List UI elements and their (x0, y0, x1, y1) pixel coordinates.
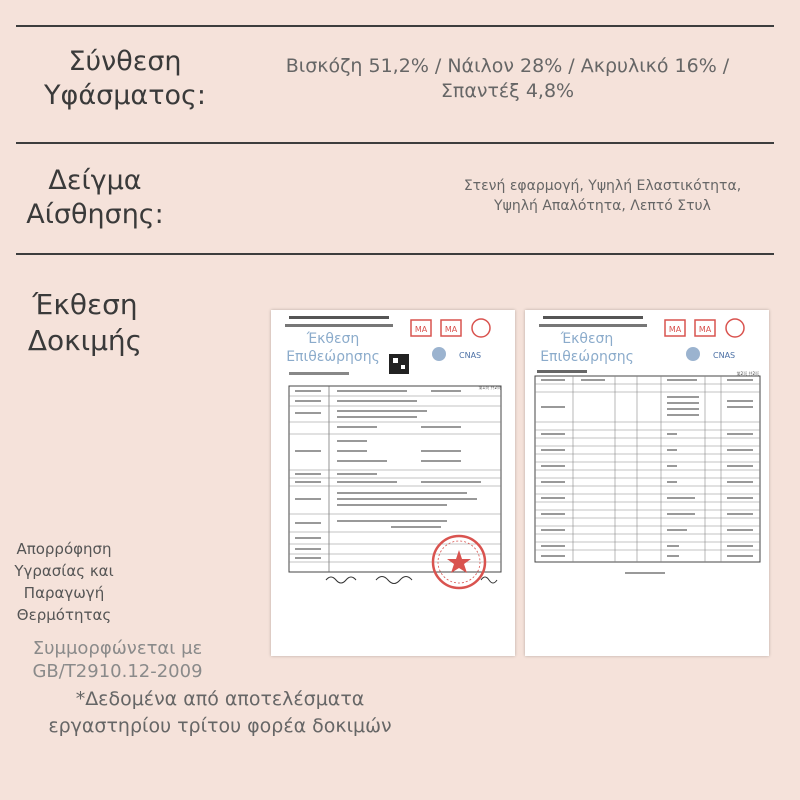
composition-label-line1: Σύνθεση (68, 46, 182, 77)
composition-value-line2: Σπαντέξ 4,8% (440, 80, 575, 102)
cma-logo (411, 320, 431, 336)
feel-label (20, 164, 170, 232)
report-label (20, 287, 150, 359)
side-note-line1: Απορρόφηση (16, 540, 112, 558)
doc1-logo-2-text: MA (444, 325, 458, 334)
cma-logo (441, 320, 461, 336)
doc2-overlay-line1: Έκθεση (560, 331, 614, 347)
cal-logo (472, 319, 490, 337)
doc1-overlay-line2: Επιθεώρησης (286, 349, 380, 365)
divider-2 (16, 253, 774, 255)
cma-logo (665, 320, 685, 336)
divider-top (16, 25, 774, 27)
signature-3 (481, 577, 497, 583)
doc2-cnas-text: CNAS (713, 351, 736, 360)
side-note-line4: Θερμότητας (16, 606, 112, 624)
moisture-heat-note (0, 538, 128, 626)
feel-value (430, 176, 775, 216)
doc1-cnas-text: CNAS (459, 351, 482, 360)
cnas-logo (432, 347, 481, 361)
compliance-note (10, 637, 225, 683)
doc2-logo-2-text: MA (698, 325, 712, 334)
feel-label-line1: Δείγμα (48, 165, 142, 196)
composition-value-line1: Βισκόζη 51,2% / Νάιλον 28% / Ακρυλικό 16% / (285, 55, 730, 77)
side-note-line2: Υγρασίας και (14, 562, 114, 580)
lab-footnote (20, 686, 420, 740)
footnote-line1: *Δεδομένα από αποτελέσματα (75, 688, 365, 710)
cal-logo (726, 319, 744, 337)
feel-value-line1: Στενή εφαρμογή, Υψηλή Ελαστικότητα, (463, 178, 742, 194)
side-note-line3: Παραγωγή (23, 584, 105, 602)
cma-logo (695, 320, 715, 336)
signature-1 (326, 577, 356, 583)
doc2-page-number: 第2页 共2页 (736, 371, 759, 376)
doc1-inspection-overlay (273, 330, 393, 366)
feel-label-line2: Αίσθησης: (26, 199, 164, 230)
composition-label-line2: Υφάσματος: (44, 80, 206, 111)
footnote-line2: εργαστηρίου τρίτου φορέα δοκιμών (48, 715, 392, 737)
compliance-line1: Συμμορφώνεται με (32, 638, 203, 659)
cnas-logo (686, 347, 735, 361)
signature-2 (376, 577, 412, 584)
report-label-line1: Έκθεση (32, 288, 138, 321)
compliance-line2: GB/T2910.12-2009 (32, 661, 203, 682)
doc1-logo-1-text: MA (414, 325, 428, 334)
doc2-logo-1-text: MA (668, 325, 682, 334)
composition-label (40, 45, 210, 113)
feel-value-line2: Υψηλή Απαλότητα, Λεπτό Στυλ (494, 198, 711, 214)
doc1-page-number: 第1页 共2页 (478, 385, 501, 390)
doc2-inspection-overlay (527, 330, 647, 366)
doc1-overlay-line1: Έκθεση (306, 331, 360, 347)
divider-1 (16, 142, 774, 144)
composition-value (255, 54, 760, 104)
doc2-overlay-line2: Επιθεώρησης (540, 349, 634, 365)
report-label-line2: Δοκιμής (27, 324, 143, 357)
